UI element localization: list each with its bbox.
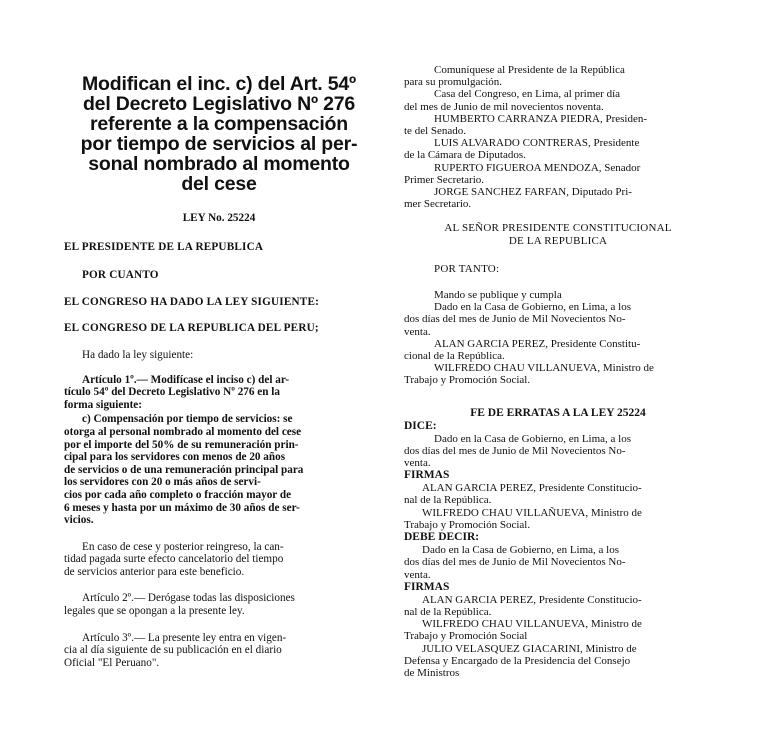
text-line: por el importe del 50% de su remuneración prin- [64, 438, 299, 451]
text-line: Artículo 1º.— Modifícase el inciso c) del ar- [82, 373, 290, 386]
text-line: AL SEÑOR PRESIDENTE CONSTITUCIONAL [444, 222, 672, 235]
fe-de-erratas-title: FE DE ERRATAS A LA LEY 25224 [470, 406, 646, 419]
articulo-2 [64, 592, 374, 617]
congreso-de-heading: EL CONGRESO DE LA REPUBLICA DEL PERU; [64, 322, 319, 335]
debe-dado-paragraph [404, 544, 712, 581]
articulo-1 [64, 374, 374, 412]
text-line: Defensa y Encargado de la Presidencia del Consejo [404, 654, 631, 667]
casa-congreso-paragraph [404, 88, 712, 112]
dice-label: DICE: [404, 419, 437, 432]
text-line: DE LA REPUBLICA [508, 234, 608, 247]
mando-paragraph [404, 289, 712, 338]
text-line: mer Secretario. [404, 198, 472, 211]
text-line: cia al día siguiente de su publicación en el diario [64, 644, 282, 657]
firmas-2-block [404, 594, 712, 679]
text-line: de servicios anterior para este beneficio. [64, 565, 245, 578]
dice-dado-paragraph [404, 433, 712, 470]
text-line: Dado en la Casa de Gobierno, en Lima, a los [434, 301, 632, 314]
text-line: Oficial "El Peruano". [64, 656, 160, 669]
presidente-heading: EL PRESIDENTE DE LA REPUBLICA [64, 240, 264, 253]
compensacion-paragraph [64, 413, 374, 526]
law-number: LEY No. 25224 [182, 212, 256, 224]
text-line: cipal para los servidores con menos de 20 años [64, 451, 286, 464]
text-line: venta. [404, 457, 431, 470]
text-line: Casa del Congreso, en Lima, al primer día [434, 88, 621, 101]
text-line: del mes de Junio de mil novecientos noventa. [404, 100, 604, 113]
text-line: Trabajo y Promoción Social. [404, 518, 531, 531]
text-line: Artículo 3º.— La presente ley entra en vigen- [82, 631, 287, 644]
text-line: nal de la República. [404, 605, 492, 618]
text-line: LUIS ALVARADO CONTRERAS, Presidente [434, 137, 640, 150]
title-line: por tiempo de servicios al per- [80, 133, 358, 155]
por-cuanto-heading: POR CUANTO [82, 269, 159, 282]
text-line: forma siguiente: [64, 398, 142, 411]
text-line: ALAN GARCIA PEREZ, Presidente Constitucio- [422, 593, 642, 606]
text-line: RUPERTO FIGUEROA MENDOZA, Senador [434, 161, 641, 174]
text-line: tículo 54º del Decreto Legislativo Nº 276 en la [64, 386, 280, 399]
text-line: 6 meses y hasta por un máximo de 30 años de ser- [64, 501, 300, 514]
garcia-signature [404, 338, 712, 362]
text-line: WILFREDO CHAU VILLAÑUEVA, Ministro de [422, 506, 642, 519]
text-line: Mando se publique y cumpla [434, 289, 562, 302]
text-line: los servidores con 20 o más años de servi- [64, 476, 261, 489]
por-tanto-heading: POR TANTO: [434, 262, 500, 275]
articulo-3 [64, 632, 374, 670]
debe-decir-label: DEBE DECIR: [404, 531, 480, 544]
text-line: WILFREDO CHAU VILLANUEVA, Ministro de [422, 618, 642, 631]
text-line: vicios. [64, 514, 94, 527]
comuniquese-paragraph [404, 64, 712, 88]
left-column [64, 64, 374, 669]
text-line: ALAN GARCIA PEREZ, Presidente Constitu- [434, 337, 641, 350]
al-senor-heading [404, 222, 712, 246]
congreso-signatories [404, 113, 712, 211]
text-line: Dado en la Casa de Gobierno, en Lima, a los [422, 544, 620, 557]
text-line: de Ministros [404, 666, 460, 679]
text-line: Trabajo y Promoción Social [404, 630, 528, 643]
text-line: HUMBERTO CARRANZA PIEDRA, Presiden- [434, 112, 648, 125]
law-title [64, 74, 374, 194]
reingreso-paragraph [64, 541, 374, 579]
text-line: Comuníquese al Presidente de la República [434, 64, 625, 76]
congreso-ha-dado-heading: EL CONGRESO HA DADO LA LEY SIGUIENTE: [64, 295, 320, 308]
chau-signature [404, 362, 712, 386]
title-line: Modifican el inc. c) del Art. 54º [82, 73, 356, 95]
text-line: nal de la República. [404, 494, 492, 507]
text-line: de la Cámara de Diputados. [404, 149, 526, 162]
text-line: cios por cada año completo o fracción mayor de [64, 488, 292, 501]
firmas-1-block [404, 482, 712, 531]
text-line: para su promulgación. [404, 76, 503, 89]
text-line: JULIO VELASQUEZ GIACARINI, Ministro de [422, 642, 637, 655]
text-line: Dado en la Casa de Gobierno, en Lima, a los [434, 432, 632, 445]
right-column [404, 64, 712, 679]
text-line: WILFREDO CHAU VILLANUEVA, Ministro de [434, 362, 654, 375]
text-line: te del Senado. [404, 125, 467, 138]
text-line: c) Compensación por tiempo de servicios: se [82, 413, 293, 426]
text-line: tidad pagada surte efecto cancelatorio del tiempo [64, 553, 284, 566]
text-line: Artículo 2º.— Derógase todas las disposiciones [82, 592, 295, 605]
text-line: Trabajo y Promoción Social. [404, 374, 531, 387]
title-line: del cese [181, 173, 257, 195]
text-line: legales que se opongan a la presente ley. [64, 605, 245, 618]
title-line: sonal nombrado al momento [88, 153, 350, 175]
text-line: cional de la República. [404, 350, 505, 363]
text-line: venta. [404, 568, 431, 581]
text-line: En caso de cese y posterior reingreso, la can- [82, 540, 284, 553]
text-line: dos días del mes de Junio de Mil Novecientos No- [404, 556, 626, 569]
ha-dado-text: Ha dado la ley siguiente: [82, 348, 194, 361]
text-line: ALAN GARCIA PEREZ, Presidente Constitucio- [422, 482, 642, 495]
firmas-label: FIRMAS [404, 469, 450, 482]
text-line: dos días del mes de Junio de Mil Novecientos No- [404, 444, 626, 457]
text-line: de servicios o de una remuneración principal para [64, 463, 304, 476]
title-line: del Decreto Legislativo Nº 276 [82, 93, 356, 115]
text-line: otorga al personal nombrado al momento del cese [64, 425, 302, 438]
text-line: JORGE SANCHEZ FARFAN, Diputado Pri- [434, 186, 632, 199]
title-line: referente a la compensación [90, 113, 348, 135]
text-line: dos días del mes de Junio de Mil Novecientos No- [404, 313, 626, 326]
text-line: Primer Secretario. [404, 173, 485, 186]
text-line: venta. [404, 325, 431, 338]
firmas-label: FIRMAS [404, 580, 450, 593]
